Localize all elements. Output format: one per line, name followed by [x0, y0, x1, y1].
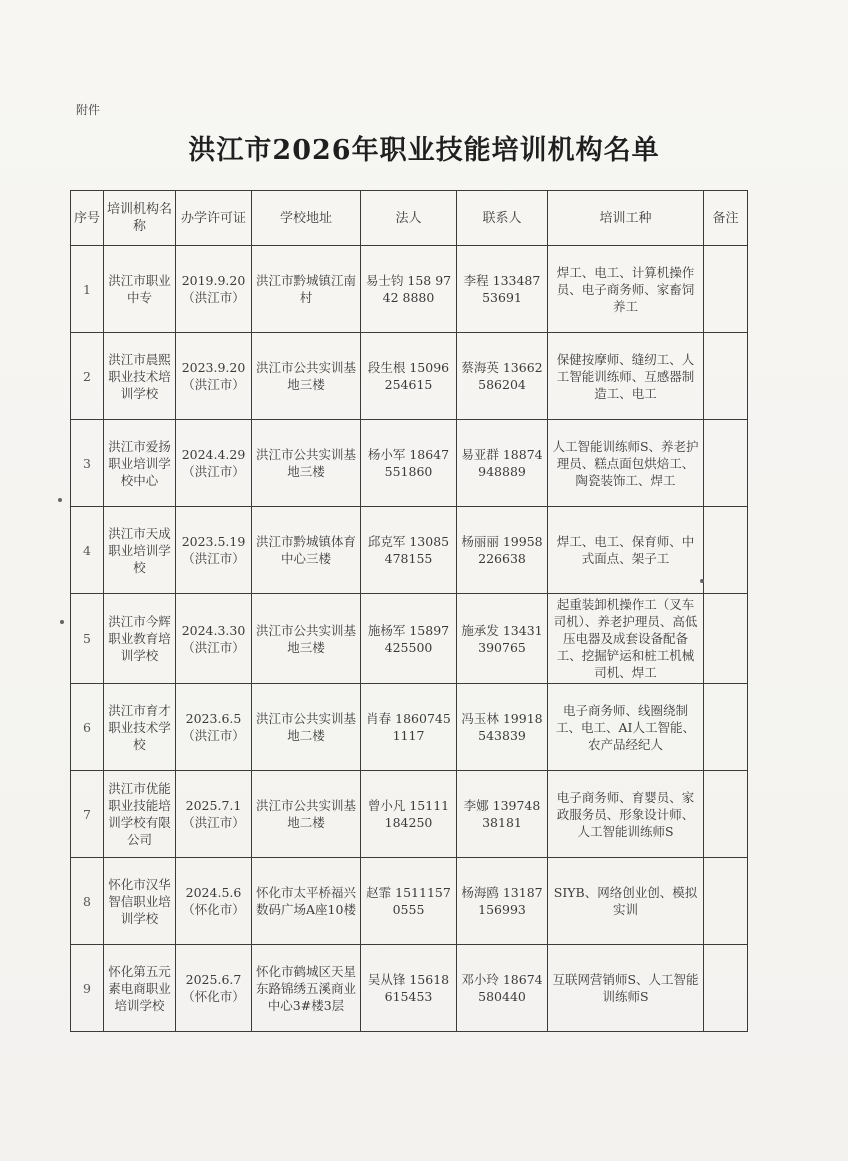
- row-legal-rep: 易士钧 158 9742 8880: [361, 246, 457, 333]
- row-trades: 焊工、电工、保育师、中式面点、架子工: [548, 507, 704, 594]
- row-index: 4: [71, 507, 104, 594]
- row-trades: 互联网营销师S、人工智能训练师S: [548, 945, 704, 1032]
- page-title: 洪江市2026年职业技能培训机构名单: [188, 135, 660, 166]
- header-trades: 培训工种: [548, 191, 704, 246]
- row-notes: [704, 420, 748, 507]
- row-notes: [704, 594, 748, 684]
- row-contact: 杨海鸥 13187156993: [457, 858, 548, 945]
- row-index: 5: [71, 594, 104, 684]
- row-contact: 施承发 13431390765: [457, 594, 548, 684]
- row-contact: 邓小玲 18674580440: [457, 945, 548, 1032]
- row-org-name: 怀化市汉华智信职业培训学校: [104, 858, 176, 945]
- row-org-name: 洪江市育才职业技术学校: [104, 684, 176, 771]
- row-license: 2025.6.7（怀化市）: [176, 945, 252, 1032]
- table-header-row: [71, 191, 748, 246]
- header-license: 办学许可证: [176, 191, 252, 246]
- table-row: [71, 771, 748, 858]
- table-row: [71, 333, 748, 420]
- row-legal-rep: 段生根 15096254615: [361, 333, 457, 420]
- row-notes: [704, 945, 748, 1032]
- row-legal-rep: 赵霏 15111570555: [361, 858, 457, 945]
- row-contact: 李娜 13974838181: [457, 771, 548, 858]
- row-address: 洪江市公共实训基地二楼: [252, 771, 361, 858]
- row-legal-rep: 施杨军 15897425500: [361, 594, 457, 684]
- row-address: 洪江市公共实训基地三楼: [252, 333, 361, 420]
- row-trades: 焊工、电工、计算机操作员、电子商务师、家畜饲养工: [548, 246, 704, 333]
- row-trades: 电子商务师、育婴员、家政服务员、形象设计师、人工智能训练师S: [548, 771, 704, 858]
- row-trades: 电子商务师、线圈绕制工、电工、AI人工智能、农产品经纪人: [548, 684, 704, 771]
- table-row: [71, 420, 748, 507]
- row-trades: 保健按摩师、缝纫工、人工智能训练师、互感器制造工、电工: [548, 333, 704, 420]
- row-trades: 起重装卸机操作工（叉车司机）、养老护理员、高低压电器及成套设备配备工、挖掘铲运和桩工机械司机、焊工: [548, 594, 704, 684]
- row-address: 怀化市鹤城区天星东路锦绣五溪商业中心3#楼3层: [252, 945, 361, 1032]
- table-row: [71, 246, 748, 333]
- row-license: 2019.9.20（洪江市）: [176, 246, 252, 333]
- header-notes: 备注: [704, 191, 748, 246]
- scan-speck: [700, 579, 704, 583]
- row-license: 2024.4.29（洪江市）: [176, 420, 252, 507]
- row-license: 2023.5.19（洪江市）: [176, 507, 252, 594]
- scan-speck: [60, 620, 64, 624]
- row-license: 2024.5.6（怀化市）: [176, 858, 252, 945]
- row-contact: 冯玉林 19918543839: [457, 684, 548, 771]
- scan-speck: [58, 498, 62, 502]
- row-address: 洪江市黔城镇江南村: [252, 246, 361, 333]
- header-org-name: 培训机构名称: [104, 191, 176, 246]
- attachment-label: 附件: [76, 103, 101, 117]
- row-license: 2025.7.1（洪江市）: [176, 771, 252, 858]
- header-contact: 联系人: [457, 191, 548, 246]
- row-notes: [704, 333, 748, 420]
- row-contact: 李程 13348753691: [457, 246, 548, 333]
- row-contact: 蔡海英 13662586204: [457, 333, 548, 420]
- row-index: 1: [71, 246, 104, 333]
- table-body: [71, 246, 748, 1032]
- row-contact: 杨丽丽 19958226638: [457, 507, 548, 594]
- header-legal-rep: 法人: [361, 191, 457, 246]
- row-address: 洪江市黔城镇体育中心三楼: [252, 507, 361, 594]
- row-license: 2024.3.30（洪江市）: [176, 594, 252, 684]
- table-row: [71, 858, 748, 945]
- table-row: [71, 507, 748, 594]
- row-org-name: 怀化第五元素电商职业培训学校: [104, 945, 176, 1032]
- row-notes: [704, 771, 748, 858]
- row-address: 洪江市公共实训基地三楼: [252, 420, 361, 507]
- row-org-name: 洪江市职业中专: [104, 246, 176, 333]
- row-notes: [704, 858, 748, 945]
- row-org-name: 洪江市优能职业技能培训学校有限公司: [104, 771, 176, 858]
- table-row: [71, 594, 748, 684]
- row-index: 2: [71, 333, 104, 420]
- row-legal-rep: 吴从锋 15618615453: [361, 945, 457, 1032]
- row-legal-rep: 杨小军 18647551860: [361, 420, 457, 507]
- row-index: 7: [71, 771, 104, 858]
- row-index: 8: [71, 858, 104, 945]
- row-trades: SIYB、网络创业创、模拟实训: [548, 858, 704, 945]
- row-address: 怀化市太平桥福兴数码广场A座10楼: [252, 858, 361, 945]
- table-row: [71, 945, 748, 1032]
- row-notes: [704, 507, 748, 594]
- header-address: 学校地址: [252, 191, 361, 246]
- row-org-name: 洪江市晨熙职业技术培训学校: [104, 333, 176, 420]
- row-org-name: 洪江市今辉职业教育培训学校: [104, 594, 176, 684]
- row-legal-rep: 肖春 18607451117: [361, 684, 457, 771]
- row-contact: 易亚群 18874948889: [457, 420, 548, 507]
- row-license: 2023.9.20（洪江市）: [176, 333, 252, 420]
- institutions-table: [70, 190, 748, 1032]
- row-index: 3: [71, 420, 104, 507]
- row-legal-rep: 邱克军 13085478155: [361, 507, 457, 594]
- header-index: 序号: [71, 191, 104, 246]
- row-address: 洪江市公共实训基地三楼: [252, 594, 361, 684]
- row-notes: [704, 684, 748, 771]
- row-trades: 人工智能训练师S、养老护理员、糕点面包烘焙工、陶瓷装饰工、焊工: [548, 420, 704, 507]
- row-legal-rep: 曾小凡 15111184250: [361, 771, 457, 858]
- row-notes: [704, 246, 748, 333]
- row-index: 9: [71, 945, 104, 1032]
- row-index: 6: [71, 684, 104, 771]
- row-license: 2023.6.5（洪江市）: [176, 684, 252, 771]
- row-org-name: 洪江市天成职业培训学校: [104, 507, 176, 594]
- row-address: 洪江市公共实训基地二楼: [252, 684, 361, 771]
- table-row: [71, 684, 748, 771]
- row-org-name: 洪江市爱扬职业培训学校中心: [104, 420, 176, 507]
